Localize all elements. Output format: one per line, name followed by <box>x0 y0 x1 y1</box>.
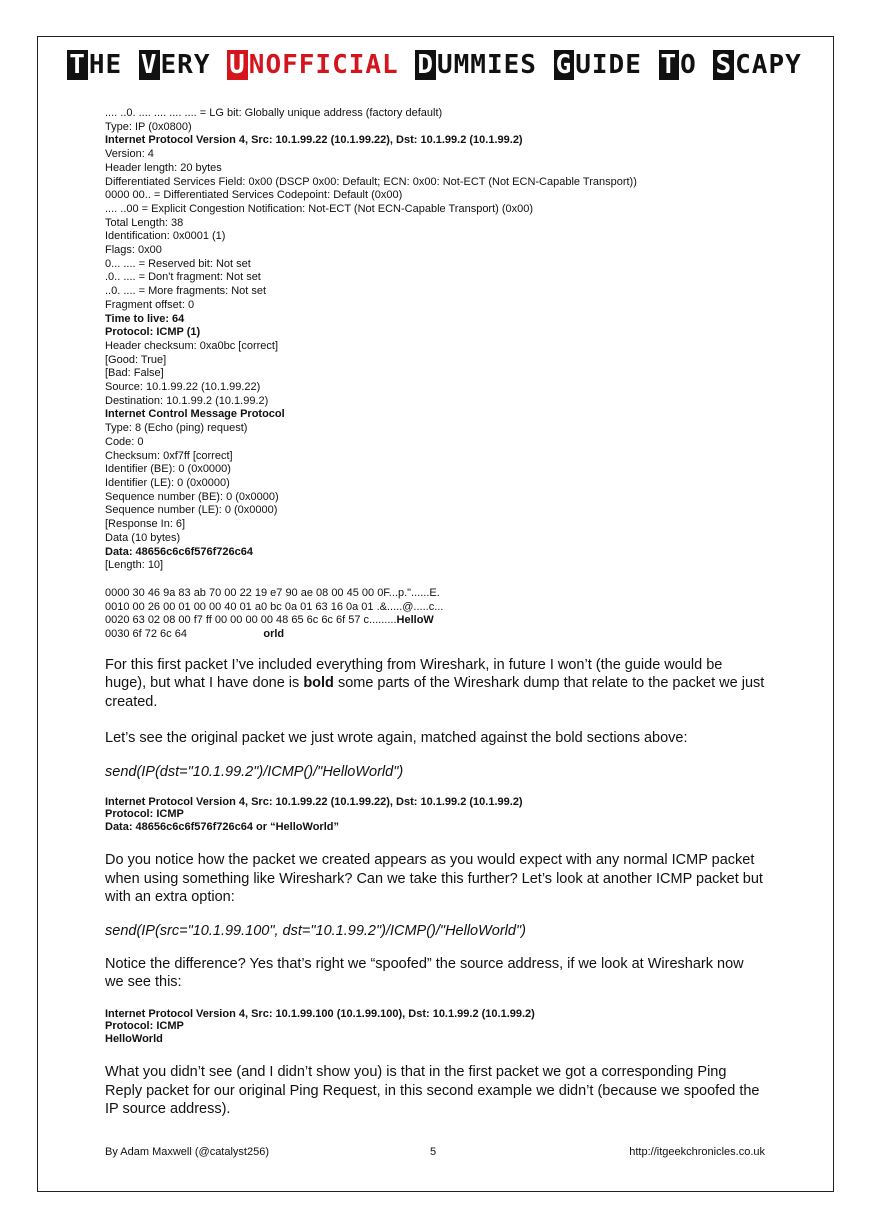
footer-page-number: 5 <box>430 1146 437 1158</box>
paragraph-matched: Let’s see the original packet we just wrote again, matched against the bold sections above: <box>105 730 688 747</box>
code-send-spoofed: send(IP(src="10.1.99.100", dst="10.1.99.2")/ICMP()/"HelloWorld") <box>105 922 526 939</box>
dump-line: Fragment offset: 0 <box>105 298 195 311</box>
bold-summary-line: Internet Protocol Version 4, Src: 10.1.99.100 (10.1.99.100), Dst: 10.1.99.2 (10.1.99.2) <box>105 1007 535 1020</box>
dump-line: Source: 10.1.99.22 (10.1.99.22) <box>105 381 261 394</box>
dump-line: Header length: 20 bytes <box>105 161 222 174</box>
paragraph-spoofed: Notice the difference? Yes that’s right we “spoofed” the source address, if we look at Wireshark now we see this: <box>105 955 744 991</box>
dump-line: Flags: 0x00 <box>105 244 162 257</box>
dump-line: [Response In: 6] <box>105 518 186 531</box>
code-send-basic: send(IP(dst="10.1.99.2")/ICMP()/"HelloWorld") <box>105 763 404 780</box>
hex-line: 0010 00 26 00 01 00 00 40 01 a0 bc 0a 01 63 16 0a 01 .&.....@.....c... <box>105 600 444 613</box>
dump-line: Version: 4 <box>105 148 154 161</box>
paragraph-further: Do you notice how the packet we created appears as you would expect with any normal ICMP packet when using something like Wireshark? Can we take this further? Let’s look at another ICMP packet but with an extra option: <box>105 852 763 906</box>
dump-line: Destination: 10.1.99.2 (10.1.99.2) <box>105 394 269 407</box>
hex-line: 0020 63 02 08 00 f7 ff 00 00 00 00 48 65 6c 6c 6f 57 c.........HelloW <box>105 614 434 627</box>
paragraph-first-packet <box>105 656 765 712</box>
paragraph-text: For this first packet I’ve included everything from Wireshark, in future I won’t (the guide would be huge), but what I have done is <box>105 656 723 692</box>
dump-line: Data (10 bytes) <box>105 531 181 544</box>
banner-letters: UMMIES <box>437 50 554 80</box>
banner-letters: ERY <box>160 50 228 80</box>
wireshark-dump <box>105 107 765 573</box>
dump-line: Identifier (BE): 0 (0x0000) <box>105 463 231 476</box>
dump-line: Type: IP (0x0800) <box>105 120 192 133</box>
dump-line: Protocol: ICMP (1) <box>105 326 201 339</box>
dump-line: Sequence number (BE): 0 (0x0000) <box>105 490 279 503</box>
bold-summary-line: Data: 48656c6c6f576f726c64 or “HelloWorld” <box>105 820 339 833</box>
banner-letters: U <box>229 50 246 80</box>
dump-line: [Good: True] <box>105 353 167 366</box>
bold-summary-second <box>105 1008 765 1046</box>
dump-line: ..0. .... = More fragments: Not set <box>105 285 267 298</box>
paragraph-text: some parts of the Wireshark dump that relate to the packet we just created. <box>105 675 765 710</box>
dump-line: Header checksum: 0xa0bc [correct] <box>105 339 279 352</box>
bold-word: bold <box>303 675 334 692</box>
banner-letters: T <box>660 50 678 80</box>
dump-line: 0000 00.. = Differentiated Services Codepoint: Default (0x00) <box>105 189 403 202</box>
dump-line: Identifier (LE): 0 (0x0000) <box>105 476 230 489</box>
bold-summary-line: HelloWorld <box>105 1032 163 1045</box>
banner-letters: HE <box>88 50 139 80</box>
banner-letters: O <box>680 50 714 80</box>
banner-letters: T <box>69 50 86 80</box>
dump-line: Data: 48656c6c6f576f726c64 <box>105 545 254 558</box>
dump-line: Code: 0 <box>105 435 144 448</box>
guide-title-banner <box>0 50 869 80</box>
dump-line: 0... .... = Reserved bit: Not set <box>105 257 251 270</box>
paragraph-reply: What you didn’t see (and I didn’t show you) is that in the first packet we got a corresponding Ping Reply packet for our original Ping Request, in this second example we didn’t (because we spoofed the IP source address). <box>105 1064 760 1118</box>
dump-line: Sequence number (LE): 0 (0x0000) <box>105 504 278 517</box>
page-content <box>105 107 765 1119</box>
dump-line: Checksum: 0xf7ff [correct] <box>105 449 233 462</box>
dump-line: [Length: 10] <box>105 559 164 572</box>
bold-summary-line: Protocol: ICMP <box>105 808 184 821</box>
dump-line: Internet Protocol Version 4, Src: 10.1.99.22 (10.1.99.22), Dst: 10.1.99.2 (10.1.99.2) <box>105 134 523 147</box>
dump-line: Time to live: 64 <box>105 312 185 325</box>
hex-dump <box>105 587 765 642</box>
footer-url: http://itgeekchronicles.co.uk <box>629 1146 765 1158</box>
banner-letters: D <box>417 50 434 80</box>
banner-letters: G <box>555 50 573 80</box>
hex-line: 0000 30 46 9a 83 ab 70 00 22 19 e7 90 ae 08 00 45 00 0F...p."......E. <box>105 586 440 599</box>
banner-letters: CAPY <box>735 50 802 80</box>
dump-line: Internet Control Message Protocol <box>105 408 285 421</box>
bold-summary-line: Internet Protocol Version 4, Src: 10.1.99.22 (10.1.99.22), Dst: 10.1.99.2 (10.1.99.2) <box>105 795 523 808</box>
dump-line: .... ..0. .... .... .... .... = LG bit: Globally unique address (factory default) <box>105 107 443 119</box>
banner-letters: V <box>140 50 158 80</box>
bold-summary-line: Protocol: ICMP <box>105 1020 184 1033</box>
dump-line: .... ..00 = Explicit Congestion Notification: Not-ECT (Not ECN-Capable Transport) (0x00) <box>105 202 534 215</box>
banner-letters: UIDE <box>575 50 659 80</box>
dump-line: Differentiated Services Field: 0x00 (DSCP 0x00: Default; ECN: 0x00: Not-ECT (Not ECN-Capable Transport)) <box>105 175 637 188</box>
dump-line: Identification: 0x0001 (1) <box>105 230 226 243</box>
dump-line: Total Length: 38 <box>105 216 184 229</box>
banner-letters: S <box>715 50 733 80</box>
dump-line: Type: 8 (Echo (ping) request) <box>105 422 248 435</box>
dump-line: .0.. .... = Don't fragment: Not set <box>105 271 261 284</box>
banner-letters: NOFFICIAL <box>248 50 416 80</box>
footer-author: By Adam Maxwell (@catalyst256) <box>105 1146 270 1158</box>
bold-summary-first <box>105 796 765 834</box>
hex-line: 0030 6f 72 6c 64 orld <box>105 628 285 641</box>
dump-line: [Bad: False] <box>105 367 164 380</box>
